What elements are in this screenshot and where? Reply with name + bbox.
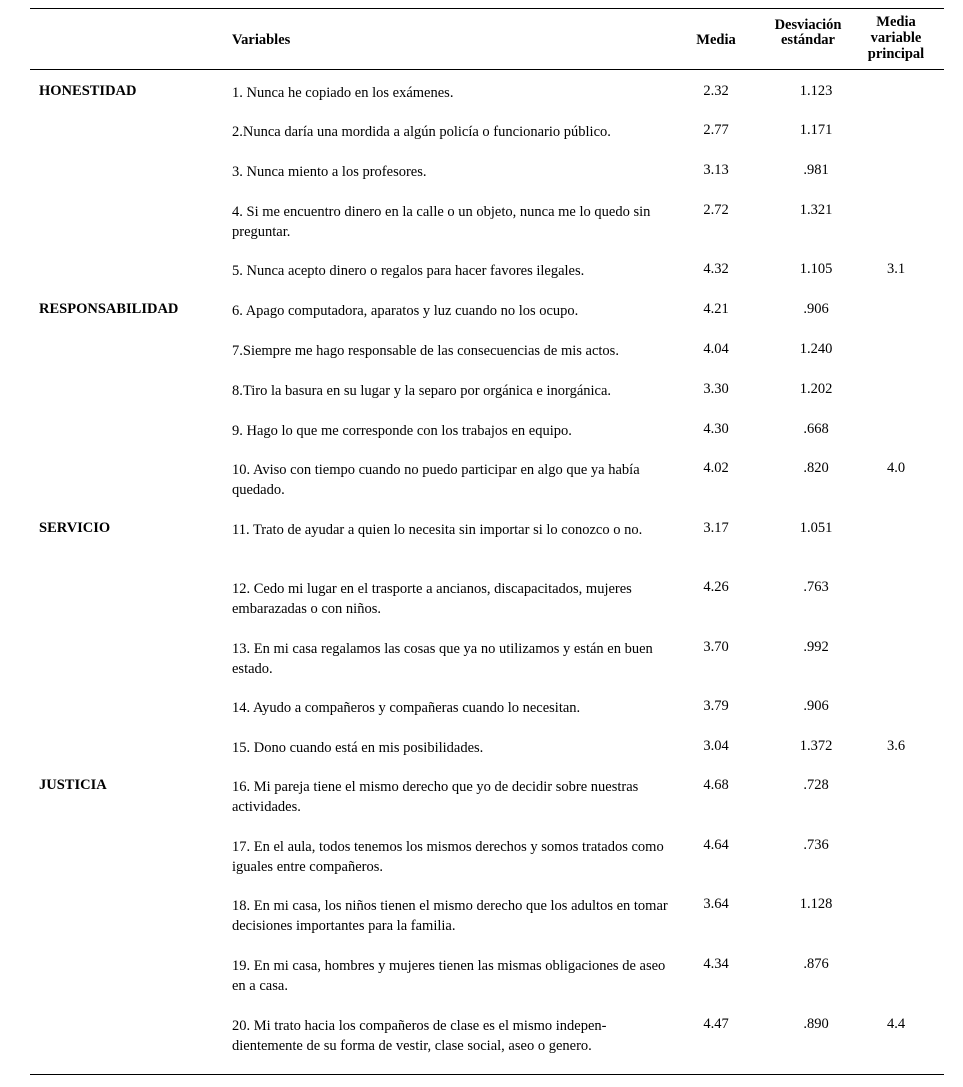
header-desviacion-line2: estándar xyxy=(781,32,835,48)
row-std-deviation: .668 xyxy=(803,421,829,437)
row-mean: 4.47 xyxy=(703,1016,729,1032)
row-std-deviation: .906 xyxy=(803,301,829,317)
row-std-deviation: 1.105 xyxy=(799,261,833,277)
row-mean: 2.32 xyxy=(703,83,729,99)
row-std-deviation: .906 xyxy=(803,698,829,714)
row-mean: 2.72 xyxy=(703,202,729,218)
row-std-deviation: 1.128 xyxy=(799,896,833,912)
row-mean: 3.13 xyxy=(703,162,729,178)
row-item-text: 9. Hago lo que me corresponde con los trabajos en equipo. xyxy=(232,423,572,439)
row-mean: 3.04 xyxy=(703,738,729,754)
header-variables: Variables xyxy=(232,32,291,48)
row-mean: 4.02 xyxy=(703,460,729,476)
row-category: RESPONSABILIDAD xyxy=(39,301,179,317)
row-mean: 4.64 xyxy=(703,837,729,853)
row-mean: 2.77 xyxy=(703,122,729,138)
row-item-text: 18. En mi casa, los niños tienen el mismo derecho que los adultos en tomar decisiones importantes para la familia. xyxy=(232,898,668,934)
header-media: Media xyxy=(696,32,736,48)
row-mean: 4.26 xyxy=(703,579,729,595)
row-std-deviation: .728 xyxy=(803,777,829,793)
row-item-text: 16. Mi pareja tiene el mismo derecho que yo de decidir sobre nuestras actividades. xyxy=(232,779,639,815)
row-std-deviation: 1.171 xyxy=(799,122,833,138)
row-std-deviation: 1.202 xyxy=(799,381,833,397)
row-item-text: 13. En mi casa regalamos las cosas que ya no utilizamos y están en buen estado. xyxy=(232,641,653,677)
row-principal-mean: 4.4 xyxy=(886,1016,906,1032)
row-mean: 4.04 xyxy=(703,341,729,357)
row-mean: 4.21 xyxy=(703,301,729,317)
row-item-text: 1. Nunca he copiado en los exámenes. xyxy=(232,85,454,101)
row-std-deviation: 1.321 xyxy=(799,202,833,218)
header-principal-line1: Media xyxy=(876,14,916,30)
row-mean: 3.30 xyxy=(703,381,729,397)
row-std-deviation: 1.051 xyxy=(799,520,833,536)
row-item-text: 7.Siempre me hago responsable de las consecuencias de mis actos. xyxy=(232,343,619,359)
row-mean: 3.17 xyxy=(703,520,729,536)
header-desviacion-line1: Desviación xyxy=(774,17,842,33)
row-mean: 3.70 xyxy=(703,639,729,655)
row-std-deviation: .763 xyxy=(803,579,829,595)
row-std-deviation: 1.123 xyxy=(799,83,833,99)
row-item-text: 11. Trato de ayudar a quien lo necesita sin importar si lo conozco o no. xyxy=(232,522,643,538)
table-header-rule xyxy=(30,69,944,70)
row-mean: 4.68 xyxy=(703,777,729,793)
table-top-rule xyxy=(30,8,944,9)
row-category: SERVICIO xyxy=(39,520,111,536)
row-std-deviation: 1.240 xyxy=(799,341,833,357)
row-item-text: 19. En mi casa, hombres y mujeres tienen las mismas obligaciones de aseo en a casa. xyxy=(232,958,666,994)
header-principal-line2: variable xyxy=(870,30,922,46)
row-item-text: 17. En el aula, todos tenemos los mismos derechos y somos tratados como iguales entre compañeros. xyxy=(232,839,664,875)
header-principal-line3: principal xyxy=(867,46,925,62)
row-category: HONESTIDAD xyxy=(39,83,137,99)
row-principal-mean: 4.0 xyxy=(886,460,906,476)
header-desviacion xyxy=(762,18,854,48)
row-item-text: 2.Nunca daría una mordida a algún policía o funcionario público. xyxy=(232,124,611,140)
row-std-deviation: .736 xyxy=(803,837,829,853)
row-item-text: 6. Apago computadora, aparatos y luz cuando no los ocupo. xyxy=(232,303,579,319)
row-std-deviation: .981 xyxy=(803,162,829,178)
row-item-text: 5. Nunca acepto dinero o regalos para hacer favores ilegales. xyxy=(232,263,585,279)
row-item-text: 14. Ayudo a compañeros y compañeras cuando lo necesitan. xyxy=(232,700,581,716)
header-media-variable-principal xyxy=(856,14,936,62)
row-item-text: 8.Tiro la basura en su lugar y la separo por orgánica e inorgánica. xyxy=(232,383,612,399)
row-mean: 4.34 xyxy=(703,956,729,972)
row-mean: 3.64 xyxy=(703,896,729,912)
row-mean: 4.30 xyxy=(703,421,729,437)
row-std-deviation: .820 xyxy=(803,460,829,476)
row-std-deviation: .992 xyxy=(803,639,829,655)
row-mean: 3.79 xyxy=(703,698,729,714)
row-item-text: 12. Cedo mi lugar en el trasporte a ancianos, discapacitados, mujeres embarazadas o con niños. xyxy=(232,581,632,617)
row-std-deviation: 1.372 xyxy=(799,738,833,754)
row-mean: 4.32 xyxy=(703,261,729,277)
row-std-deviation: .890 xyxy=(803,1016,829,1032)
row-principal-mean: 3.1 xyxy=(886,261,906,277)
table-bottom-rule xyxy=(30,1074,944,1075)
row-item-text: 10. Aviso con tiempo cuando no puedo participar en algo que ya había quedado. xyxy=(232,462,640,498)
row-principal-mean: 3.6 xyxy=(886,738,906,754)
row-item-text: 15. Dono cuando está en mis posibilidades. xyxy=(232,740,484,756)
row-item-text: 4. Si me encuentro dinero en la calle o un objeto, nunca me lo quedo sin preguntar. xyxy=(232,204,651,240)
row-item-text: 3. Nunca miento a los profesores. xyxy=(232,164,427,180)
row-category: JUSTICIA xyxy=(39,777,107,793)
row-std-deviation: .876 xyxy=(803,956,829,972)
row-item-text: 20. Mi trato hacia los compañeros de clase es el mismo indepen-dientemente de su forma de vestir, clase social, aseo o genero. xyxy=(232,1018,607,1054)
